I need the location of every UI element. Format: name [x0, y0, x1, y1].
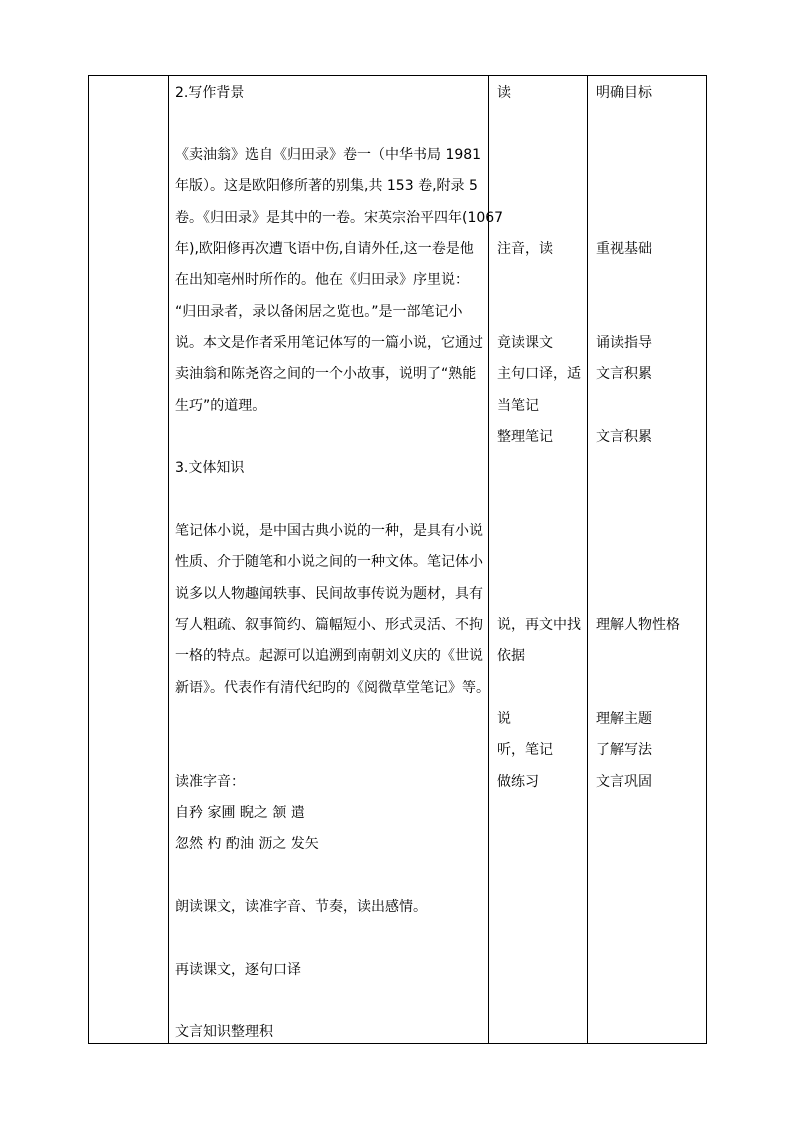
column-divider	[168, 76, 169, 1043]
content-line: 再读课文，逐句口译	[175, 962, 301, 978]
content-line: 年),欧阳修再次遭飞语中伤,自请外任,这一卷是他	[175, 241, 474, 257]
intent-line: 文言积累	[596, 366, 652, 382]
activity-line: 依据	[497, 648, 525, 664]
content-line: 说多以人物趣闻轶事、民间故事传说为题材，具有	[175, 586, 483, 602]
content-line: 生巧”的道理。	[175, 398, 267, 414]
content-line: 写人粗疏、叙事简约、篇幅短小、形式灵活、不拘	[175, 617, 483, 633]
content-line: 卷。《归田录》是其中的一卷。宋英宗治平四年(1067	[175, 210, 504, 226]
activity-line: 整理笔记	[497, 429, 553, 445]
content-line: 《卖油翁》选自《归田录》卷一（中华书局 1981	[175, 147, 482, 163]
intent-line: 明确目标	[596, 85, 652, 101]
activity-line: 做练习	[497, 774, 539, 790]
activity-line: 注音，读	[497, 241, 553, 257]
content-line: 性质、介于随笔和小说之间的一种文体。笔记体小	[175, 554, 483, 570]
intent-line: 理解主题	[596, 711, 652, 727]
content-line: 一格的特点。起源可以追溯到南朝刘义庆的《世说	[175, 648, 483, 664]
intent-line: 诵读指导	[596, 335, 652, 351]
activity-line: 听，笔记	[497, 742, 553, 758]
activity-line: 主句口译，适	[497, 366, 581, 382]
content-line: 年版）。这是欧阳修所著的别集,共 153 卷,附录 5	[175, 178, 478, 194]
stage-column	[89, 76, 168, 1043]
intent-line: 了解写法	[596, 742, 652, 758]
activity-line: 当笔记	[497, 398, 539, 414]
intent-line: 文言积累	[596, 429, 652, 445]
intent-line: 理解人物性格	[596, 617, 680, 633]
intent-line: 重视基础	[596, 241, 652, 257]
activity-line: 说	[497, 711, 511, 727]
content-line: 文言知识整理积	[175, 1024, 273, 1040]
activity-line: 竟读课文	[497, 335, 553, 351]
content-line: “归田录者，录以备闲居之览也。”是一部笔记小	[175, 304, 463, 320]
design-intent-column	[596, 76, 704, 1043]
content-line: 朗读课文，读准字音、节奏，读出感情。	[175, 899, 427, 915]
intent-line: 文言巩固	[596, 774, 652, 790]
student-activity-column	[497, 76, 585, 1043]
column-divider	[587, 76, 588, 1043]
content-line: 笔记体小说，是中国古典小说的一种，是具有小说	[175, 523, 483, 539]
content-line: 说。本文是作者采用笔记体写的一篇小说，它通过	[175, 335, 483, 351]
content-line: 在出知亳州时所作的。他在《归田录》序里说：	[175, 272, 469, 288]
teaching-content-column	[175, 76, 504, 1043]
content-line: 忽然 杓 酌油 沥之 发矢	[175, 836, 319, 852]
content-line: 卖油翁和陈尧咨之间的一个小故事，说明了“熟能	[175, 366, 477, 382]
content-line: 自矜 家圃 睨之 颔 遣	[175, 805, 305, 821]
activity-line: 读	[497, 85, 511, 101]
content-line: 读准字音：	[175, 774, 245, 790]
content-line: 2.写作背景	[175, 85, 245, 101]
activity-line: 说，再文中找	[497, 617, 581, 633]
section-heading: 3.文体知识	[175, 460, 245, 476]
lesson-table	[88, 75, 707, 1044]
content-line: 新语》。代表作有清代纪昀的《阅微草堂笔记》等。	[175, 680, 490, 696]
